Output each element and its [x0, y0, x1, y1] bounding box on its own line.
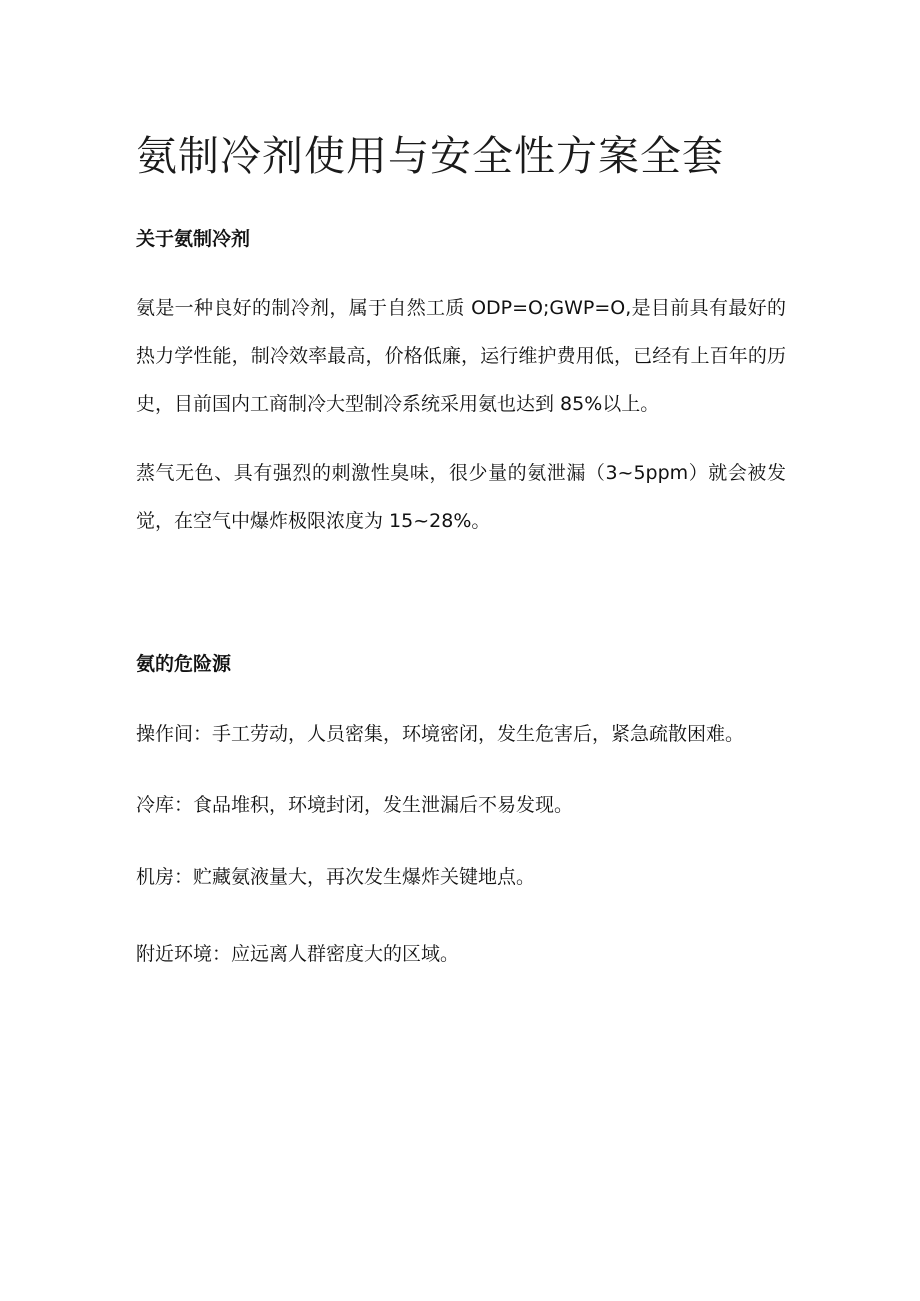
hazard-item-machine-room: 机房：贮藏氨液量大，再次发生爆炸关键地点。	[136, 866, 536, 888]
hazard-item-surroundings: 附近环境：应远离人群密度大的区域。	[136, 943, 460, 965]
section-heading-about-ammonia: 关于氨制冷剂	[136, 228, 251, 250]
hazard-item-operation-room: 操作间：手工劳动，人员密集，环境密闭，发生危害后，紧急疏散困难。	[136, 723, 745, 745]
paragraph-ammonia-properties: 氨是一种良好的制冷剂，属于自然工质 ODP=O;GWP=O,是目前具有最好的热力学性能，制冷效率最高，价格低廉，运行维护费用低，已经有上百年的历史，目前国内工商制冷大型制冷系统采用氨也达到 85%以上。	[136, 297, 786, 415]
paragraph-ammonia-leak: 蒸气无色、具有强烈的刺激性臭味，很少量的氨泄漏（3~5ppm）就会被发觉，在空气中爆炸极限浓度为 15~28%。	[136, 462, 786, 532]
hazard-item-cold-storage: 冷库：食品堆积，环境封闭，发生泄漏后不易发现。	[136, 794, 574, 816]
document-title: 氨制冷剂使用与安全性方案全套	[136, 132, 724, 180]
section-heading-hazard-sources: 氨的危险源	[136, 653, 232, 675]
